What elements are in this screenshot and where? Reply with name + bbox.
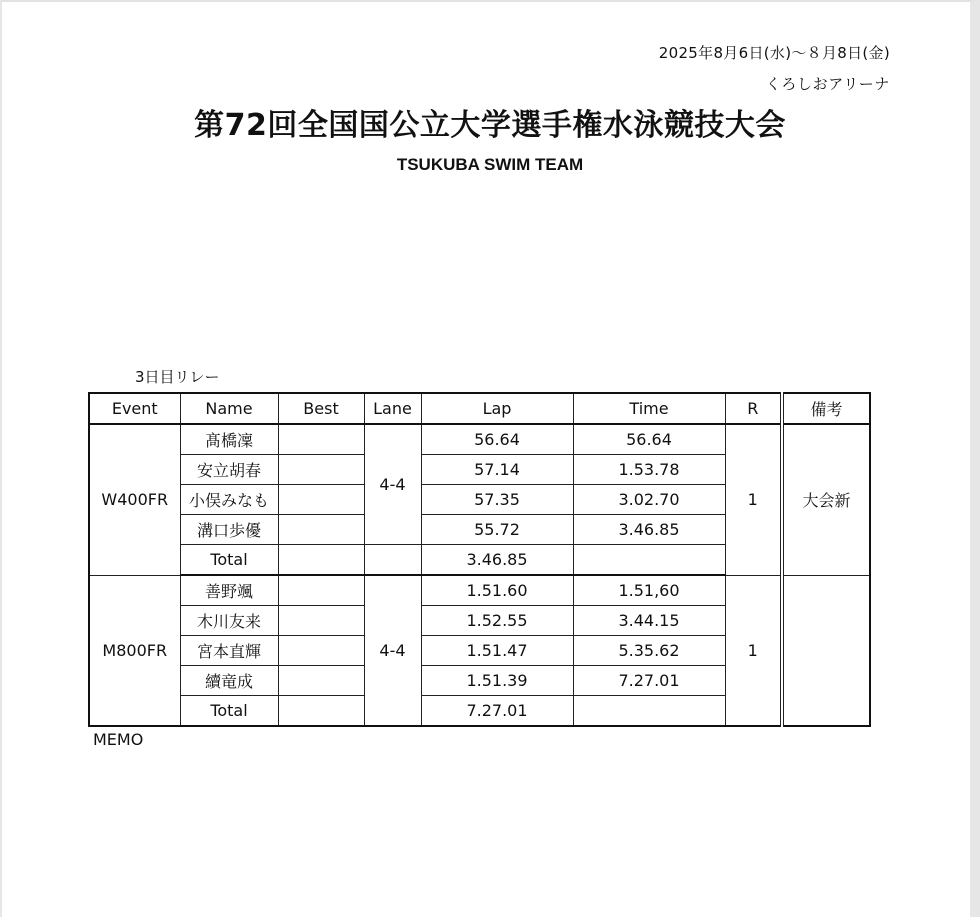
remarks-cell: 大会新	[782, 424, 870, 575]
swimmer-name: 溝口歩優	[180, 515, 278, 545]
swimmer-name: 小俣みなも	[180, 485, 278, 515]
col-header-lane: Lane	[364, 393, 421, 424]
best-cell	[278, 515, 364, 545]
lap-cell: 1.52.55	[421, 606, 573, 636]
lap-cell: 57.35	[421, 485, 573, 515]
date-range: 2025年8月6日(水)～８月8日(金)	[658, 44, 890, 62]
lane-cell-empty	[364, 545, 421, 576]
best-cell	[278, 455, 364, 485]
swimmer-name: 續竜成	[180, 666, 278, 696]
total-label: Total	[180, 545, 278, 576]
swimmer-name: 髙橋凜	[180, 424, 278, 455]
lap-cell: 1.51.60	[421, 575, 573, 606]
day-label: 3日目リレー	[135, 368, 220, 386]
best-cell	[278, 636, 364, 666]
total-time	[573, 696, 725, 727]
time-cell: 7.27.01	[573, 666, 725, 696]
table-row	[89, 575, 870, 606]
time-cell: 1.53.78	[573, 455, 725, 485]
team-name: TSUKUBA SWIM TEAM	[396, 155, 584, 174]
swimmer-name: 安立胡春	[180, 455, 278, 485]
total-lap: 7.27.01	[421, 696, 573, 727]
best-cell	[278, 606, 364, 636]
swimmer-name: 木川友来	[180, 606, 278, 636]
lane-cell: 4-4	[364, 575, 421, 726]
col-header-name: Name	[180, 393, 278, 424]
total-time	[573, 545, 725, 576]
lane-cell: 4-4	[364, 424, 421, 545]
time-cell: 3.02.70	[573, 485, 725, 515]
time-cell: 3.44.15	[573, 606, 725, 636]
col-header-remarks: 備考	[782, 393, 870, 424]
best-cell	[278, 545, 364, 576]
lap-cell: 1.51.39	[421, 666, 573, 696]
time-cell: 3.46.85	[573, 515, 725, 545]
col-header-best: Best	[278, 393, 364, 424]
results-table	[88, 392, 871, 727]
time-cell: 56.64	[573, 424, 725, 455]
lap-cell: 1.51.47	[421, 636, 573, 666]
header-row	[89, 393, 870, 424]
col-header-time: Time	[573, 393, 725, 424]
col-header-lap: Lap	[421, 393, 573, 424]
time-cell: 5.35.62	[573, 636, 725, 666]
col-header-rank: R	[725, 393, 782, 424]
total-lap: 3.46.85	[421, 545, 573, 576]
remarks-cell	[782, 575, 870, 726]
table-row	[89, 424, 870, 455]
page-title: 第72回全国国公立大学選手権水泳競技大会	[194, 108, 786, 143]
lap-cell: 57.14	[421, 455, 573, 485]
best-cell	[278, 575, 364, 606]
time-cell: 1.51,60	[573, 575, 725, 606]
best-cell	[278, 485, 364, 515]
event-cell: W400FR	[89, 424, 180, 575]
venue: くろしおアリーナ	[765, 75, 890, 93]
best-cell	[278, 666, 364, 696]
best-cell	[278, 696, 364, 727]
swimmer-name: 善野颯	[180, 575, 278, 606]
rank-cell: 1	[725, 575, 782, 726]
col-header-event: Event	[89, 393, 180, 424]
event-cell: M800FR	[89, 575, 180, 726]
best-cell	[278, 424, 364, 455]
lap-cell: 56.64	[421, 424, 573, 455]
lap-cell: 55.72	[421, 515, 573, 545]
swimmer-name: 宮本直輝	[180, 636, 278, 666]
rank-cell: 1	[725, 424, 782, 575]
total-label: Total	[180, 696, 278, 727]
memo-label: MEMO	[93, 730, 144, 749]
